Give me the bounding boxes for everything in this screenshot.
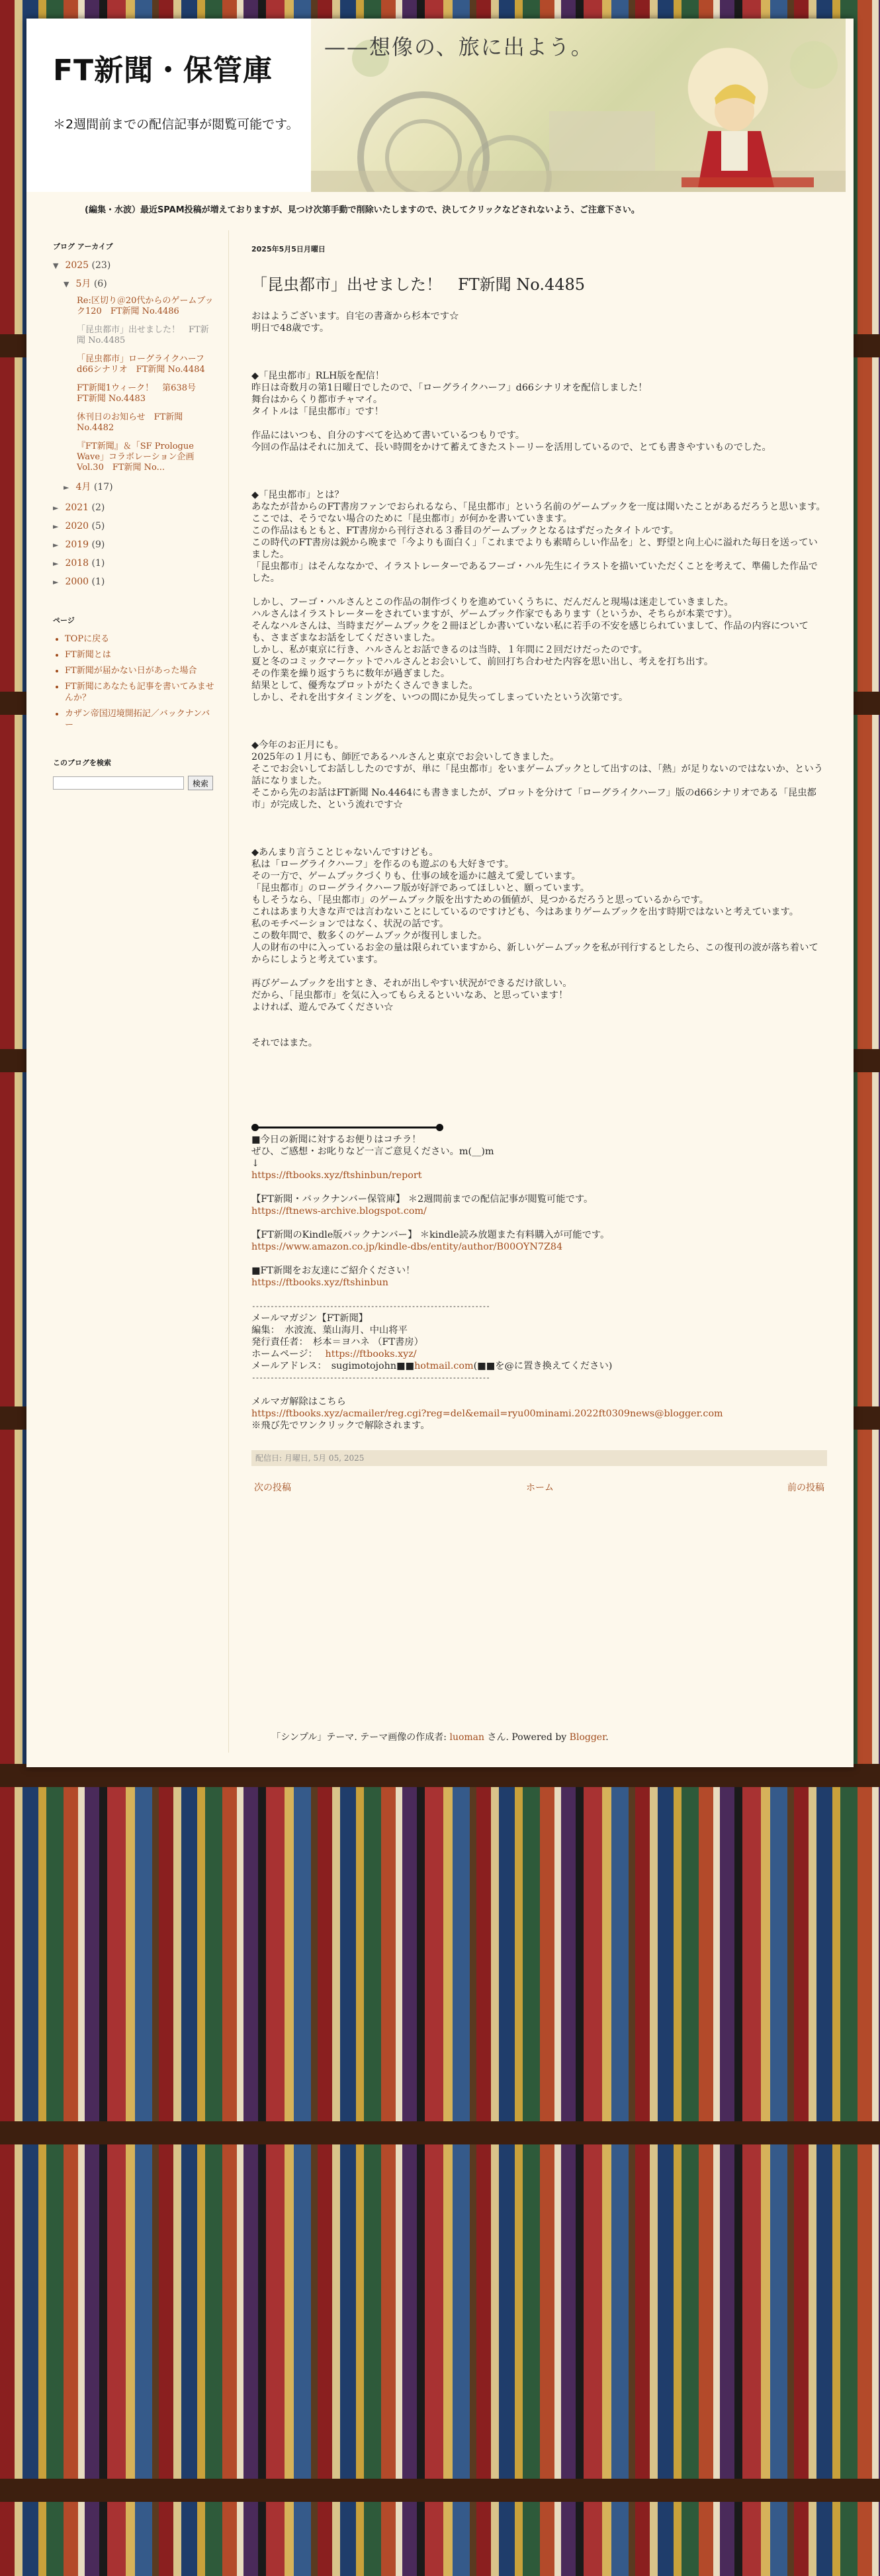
attribution-prefix: 「シンプル」テーマ. テーマ画像の作成者: xyxy=(271,1732,450,1743)
header-image xyxy=(311,19,846,192)
post-line: そこから先のお話はFT新聞 No.4464にも書きましたが、プロットを分けて「ローグライクハーフ」版のd66シナリオである「昆虫都市」が完成した、という流れです☆ xyxy=(251,788,816,810)
post-line: 【FT新聞のKindle版バックナンバー】 ＊kindle読み放題また有料購入が可能です。 xyxy=(251,1230,610,1240)
post-line: だから、「昆虫都市」を気に入ってもらえるといいなあ、と思っています！ xyxy=(251,990,568,1001)
post-line: 結果として、優秀なプロットがたくさんできました。 xyxy=(251,680,478,691)
post-line: しかし、フーゴ・ハルさんとこの作品の制作づくりを進めていくうちに、だんだんと現場は迷走していきました。 xyxy=(251,597,734,608)
archive-year-label[interactable]: 2020 xyxy=(65,521,89,531)
email-note: (■■を@に置き換えてください) xyxy=(473,1361,613,1371)
post-line: しかし、それを出すタイミングを、いつの間にか見失ってしまっていたという次第です。 xyxy=(251,692,629,703)
header-tagline: ——想像の、旅に出よう。 xyxy=(324,34,594,60)
post-line: そこでお会いしてお話ししたのですが、単に「昆虫都市」をいまゲームブックとして出すのは、「熱」が足りないのではないか、という話になりました。 xyxy=(251,764,823,786)
archive-post-link[interactable]: Re:区切り＠20代からのゲームブック120 FT新聞 No.4486 xyxy=(77,296,214,316)
post-line: ハルさんはイラストレーターをされていますが、ゲームブック作家でもあります（というか、そちらが本業です）。 xyxy=(251,609,738,620)
post-date-header: 2025年5月5日月曜日 xyxy=(251,245,326,253)
archive-month-count: (17) xyxy=(93,482,113,492)
post-line: メルマガ解除はこちら xyxy=(251,1397,346,1407)
archive-month-label[interactable]: 5月 xyxy=(75,279,91,289)
post-footer: 配信日: 月曜日, 5月 05, 2025 xyxy=(251,1450,827,1466)
post-line: ※飛び先でワンクリックで解除されます。 xyxy=(251,1420,430,1431)
search-input[interactable] xyxy=(53,776,184,790)
blog-description: ＊2週間前までの配信記事が閲覧可能です。 xyxy=(53,117,299,132)
archive-year-count: (9) xyxy=(91,539,105,550)
post-line: 昨日は奇数月の第1日曜日でしたので、「ローグライクハーフ」d66シナリオを配信しました！ xyxy=(251,383,648,393)
page-link-about[interactable]: • FT新聞とは xyxy=(65,649,217,661)
archive-year-count: (2) xyxy=(91,502,105,513)
post-line: その作業を繰り返すうちに数年が過ぎました。 xyxy=(251,668,451,679)
pages-title: ページ xyxy=(53,616,75,625)
post-line: そんなハルさんは、当時まだゲームブックを２冊ほどしか書いていない私に若手の不安を感じられていまして、作品の内容についても、さまざまなお話をしてくださいました。 xyxy=(251,621,809,643)
post-line: 私のモチベーションではなく、状況の話です。 xyxy=(251,919,449,929)
archive-year-2018[interactable] xyxy=(53,557,238,570)
dash-divider: ---------------------------------------------------------------- xyxy=(251,1302,490,1311)
attribution-middle: さん. Powered by xyxy=(484,1732,570,1743)
post-line-email xyxy=(251,1360,827,1372)
post-line-homepage xyxy=(251,1348,827,1360)
archive-year-count: (1) xyxy=(91,558,105,569)
post-line: この数年間で、数多くのゲームブックが復刊しました。 xyxy=(251,931,488,941)
archive-year-2019[interactable] xyxy=(53,539,238,551)
header xyxy=(26,19,854,192)
expand-right-icon[interactable]: ► xyxy=(64,483,69,492)
post-line: ■FT新聞をお友達にご紹介ください！ xyxy=(251,1265,416,1276)
archive-year-list xyxy=(53,502,238,588)
expand-right-icon[interactable]: ► xyxy=(53,522,59,531)
post-line: ぜひ、ご感想・お叱りなど一言ご意見ください。m(__)m xyxy=(251,1146,494,1157)
post-line: 作品にはいつも、自分のすべてを込めて書いているつもりです。 xyxy=(251,430,525,441)
search-button[interactable]: 検索 xyxy=(188,776,213,790)
post-line: 再びゲームブックを出すとき、それが出しやすい状況ができるだけ欲しい。 xyxy=(251,978,572,989)
archive-year-count: (1) xyxy=(91,576,105,587)
archive-year-2020[interactable] xyxy=(53,520,238,533)
post-line: ◆「昆虫都市」とは？ xyxy=(251,490,344,500)
blog-pager xyxy=(251,1481,827,1494)
home-link[interactable]: ホーム xyxy=(526,1483,554,1493)
post-line: ◆あんまり言うことじゃないんですけども。 xyxy=(251,847,439,858)
archive-month-count: (6) xyxy=(93,279,107,289)
email-label: メールアドレス： sugimotojohn■■ xyxy=(251,1361,415,1371)
newer-post-link[interactable]: 次の投稿 xyxy=(254,1483,291,1493)
archive-title: ブログ アーカイブ xyxy=(53,242,113,251)
post-line: それではまた。 xyxy=(251,1038,318,1048)
post-line: この時代のFT書房は鋭から晩まで「今よりも面白く」「これまでよりも素晴らしい作品を」と、野望と向上心に溢れた毎日を送っていました。 xyxy=(251,537,818,560)
post-line: もしそうなら、「昆虫都市」のゲームブック版を出すための価値が、見つかるだろうと思っているからです。 xyxy=(251,895,709,905)
post-line: 編集： 水波流、葉山海月、中山将平 xyxy=(251,1325,408,1336)
archive-year-2000[interactable] xyxy=(53,576,238,588)
older-post-link[interactable]: 前の投稿 xyxy=(787,1483,824,1493)
decorative-rule xyxy=(251,1121,443,1134)
post-line: 「昆虫都市」はそんななかで、イラストレーターであるフーゴ・ハル先生にイラストを描いていただくことを考えて、準備した作品でした。 xyxy=(251,561,818,584)
post-line: ◆今年のお正月にも。 xyxy=(251,740,344,751)
post-line: これはあまり大きな声では言わないことにしているのですけども、今はあまりゲームブックを出す時期ではないと考えています。 xyxy=(251,907,799,917)
archive-year-label[interactable]: 2025 xyxy=(65,260,89,271)
blog-title[interactable]: FT新聞・保管庫 xyxy=(53,54,273,87)
content-outer xyxy=(26,19,854,1767)
post-line: タイトルは「昆虫都市」です！ xyxy=(251,406,384,417)
expand-down-icon[interactable]: ▼ xyxy=(53,261,59,270)
pages-list xyxy=(53,633,217,731)
post-line: 2025年の１月にも、師匠であるハルさんと東京でお会いしてきました。 xyxy=(251,752,560,762)
archive-post-link[interactable]: 『FT新聞』＆「SF Prologue Wave」コラボレーション企画 Vol.30 FT新聞 No... xyxy=(77,441,195,473)
main-column xyxy=(251,244,827,1494)
post-line: ここでは、そうでない場合のために「昆虫都市」が何かを書いていきます。 xyxy=(251,514,572,524)
search-row xyxy=(53,776,238,790)
expand-right-icon[interactable]: ► xyxy=(53,578,59,586)
post-title: 「昆虫都市」出せました！ FT新聞 No.4485 xyxy=(251,275,586,294)
archive-month-april[interactable] xyxy=(64,481,238,494)
post-line: この作品はもともと、FT書房から刊行される３番目のゲームブックとなるはずだったタイトルです。 xyxy=(251,526,680,536)
post-line: 人の財布の中に入っているお金の量は限られていますから、新しいゲームブックを私が刊行するとしたら、この復刊の波が落ち着いてからにしようと考えています。 xyxy=(251,943,818,965)
post-line: 明日で48歳です。 xyxy=(251,323,330,334)
archive-post-link[interactable]: FT新聞1ウィーク！ 第638号 FT新聞 No.4483 xyxy=(77,383,205,404)
archive-year-label[interactable]: 2019 xyxy=(65,539,89,550)
archive-month-label[interactable]: 4月 xyxy=(75,482,91,492)
dash-divider: ---------------------------------------------------------------- xyxy=(251,1373,490,1382)
archive-post-link[interactable]: 休刊日のお知らせ FT新聞 No.4482 xyxy=(77,412,183,433)
post-line: 夏と冬のコミックマーケットでハルさんとお会いして、前回打ち合わせた内容を思い出し、考えを打ち出す。 xyxy=(251,657,714,667)
post-line: ↓ xyxy=(251,1158,259,1169)
page-link-missing[interactable]: • FT新聞が届かない日があった場合 xyxy=(65,665,217,676)
page-link-kazan[interactable]: • カザン帝国辺境開拓記／バックナンバー xyxy=(65,708,217,731)
expand-right-icon[interactable]: ► xyxy=(53,541,59,549)
expand-right-icon[interactable]: ► xyxy=(53,559,59,568)
attribution xyxy=(26,1730,854,1743)
kindle-link[interactable]: https://www.amazon.co.jp/kindle-dbs/entity/author/B00OYN7Z84 xyxy=(251,1242,563,1252)
post-line: 発行責任者： 杉本＝ヨハネ （FT書房） xyxy=(251,1337,423,1348)
attribution-suffix: . xyxy=(605,1732,609,1743)
page-link-write[interactable]: • FT新聞にあなたも記事を書いてみませんか？ xyxy=(65,681,217,704)
archive-post-link[interactable]: 「昆虫都市」ローグライクハーフd66シナリオ FT新聞 No.4484 xyxy=(77,354,205,375)
spam-notice: (編集・水波）最近SPAM投稿が増えておりますが、見つけ次第手動で削除いたしますので、決してクリックなどされないよう、ご注意下さい。 xyxy=(85,205,640,215)
archive-site-link[interactable]: https://ftnews-archive.blogspot.com/ xyxy=(251,1206,427,1217)
expand-down-icon[interactable]: ▼ xyxy=(64,280,69,289)
header-title-box xyxy=(26,19,311,192)
post-line: しかし、私が東京に行き、ハルさんとお話できるのは当時、１年間に２回だけだったのです。 xyxy=(251,645,648,655)
post-body xyxy=(251,310,827,1432)
expand-right-icon[interactable]: ► xyxy=(53,504,59,512)
post-line: おはようございます。自宅の書斎から杉本です☆ xyxy=(251,311,459,322)
post-line: 舞台はからくり都市チャマイ。 xyxy=(251,394,383,405)
email-link[interactable]: hotmail.com xyxy=(414,1361,474,1371)
archive-year-2025[interactable] xyxy=(53,259,238,272)
post-line: あなたが昔からのFT書房ファンでおられるなら、「昆虫都市」という名前のゲームブックを一度は聞いたことがあるだろうと思います。 xyxy=(251,502,826,512)
archive-year-label[interactable]: 2021 xyxy=(65,502,89,513)
archive-month-may[interactable] xyxy=(64,278,238,291)
post-line: よければ、遊んでみてください☆ xyxy=(251,1002,394,1013)
post-line: ■今日の新聞に対するお便りはコチラ！ xyxy=(251,1134,421,1145)
unsubscribe-link[interactable]: https://ftbooks.xyz/acmailer/reg.cgi?reg=del&email=ryu00minami.2022ft0309news@blogger.com xyxy=(251,1408,723,1419)
search-title: このブログを検索 xyxy=(53,759,111,767)
post-line: ◆「昆虫都市」RLH版を配信！ xyxy=(251,371,384,381)
post-line: 【FT新聞・バックナンバー保管庫】 ＊2週間前までの配信記事が閲覧可能です。 xyxy=(251,1194,594,1205)
archive-year-2021[interactable] xyxy=(53,502,238,514)
archive-year-count: (5) xyxy=(91,521,105,531)
report-link[interactable]: https://ftbooks.xyz/ftshinbun/report xyxy=(251,1170,422,1181)
blogger-link[interactable]: Blogger xyxy=(569,1732,606,1743)
homepage-label: ホームページ： xyxy=(251,1349,322,1359)
post-line: その一方で、ゲームブックづくりも、仕事の域を遥かに越えて愛しています。 xyxy=(251,871,581,882)
page-link-top[interactable]: • TOPに戻る xyxy=(65,633,217,645)
theme-author-link[interactable]: luoman xyxy=(449,1732,485,1743)
archive-year-label[interactable]: 2000 xyxy=(65,576,89,587)
archive-year-count: (23) xyxy=(91,260,111,271)
post-line: 私は「ローグライクハーフ」を作るのも遊ぶのも大好きです。 xyxy=(251,859,514,870)
archive-post-list xyxy=(77,296,216,473)
archive-post-current: 「昆虫都市」出せました！ FT新聞 No.4485 xyxy=(77,325,209,345)
post-line: 今回の作品はそれに加えて、長い時間をかけて蓄えてきたストーリーを活用しているので、とても書きやすいものでした。 xyxy=(251,442,771,453)
sidebar xyxy=(53,241,238,790)
archive-year-label[interactable]: 2018 xyxy=(65,558,89,569)
post-line: メールマガジン【FT新聞】 xyxy=(251,1313,369,1324)
shinbun-link[interactable]: https://ftbooks.xyz/ftshinbun xyxy=(251,1277,389,1288)
post-line: 「昆虫都市」のローグライクハーフ版が好評であってほしいと、願っています。 xyxy=(251,883,590,894)
homepage-link[interactable]: https://ftbooks.xyz/ xyxy=(325,1349,417,1359)
